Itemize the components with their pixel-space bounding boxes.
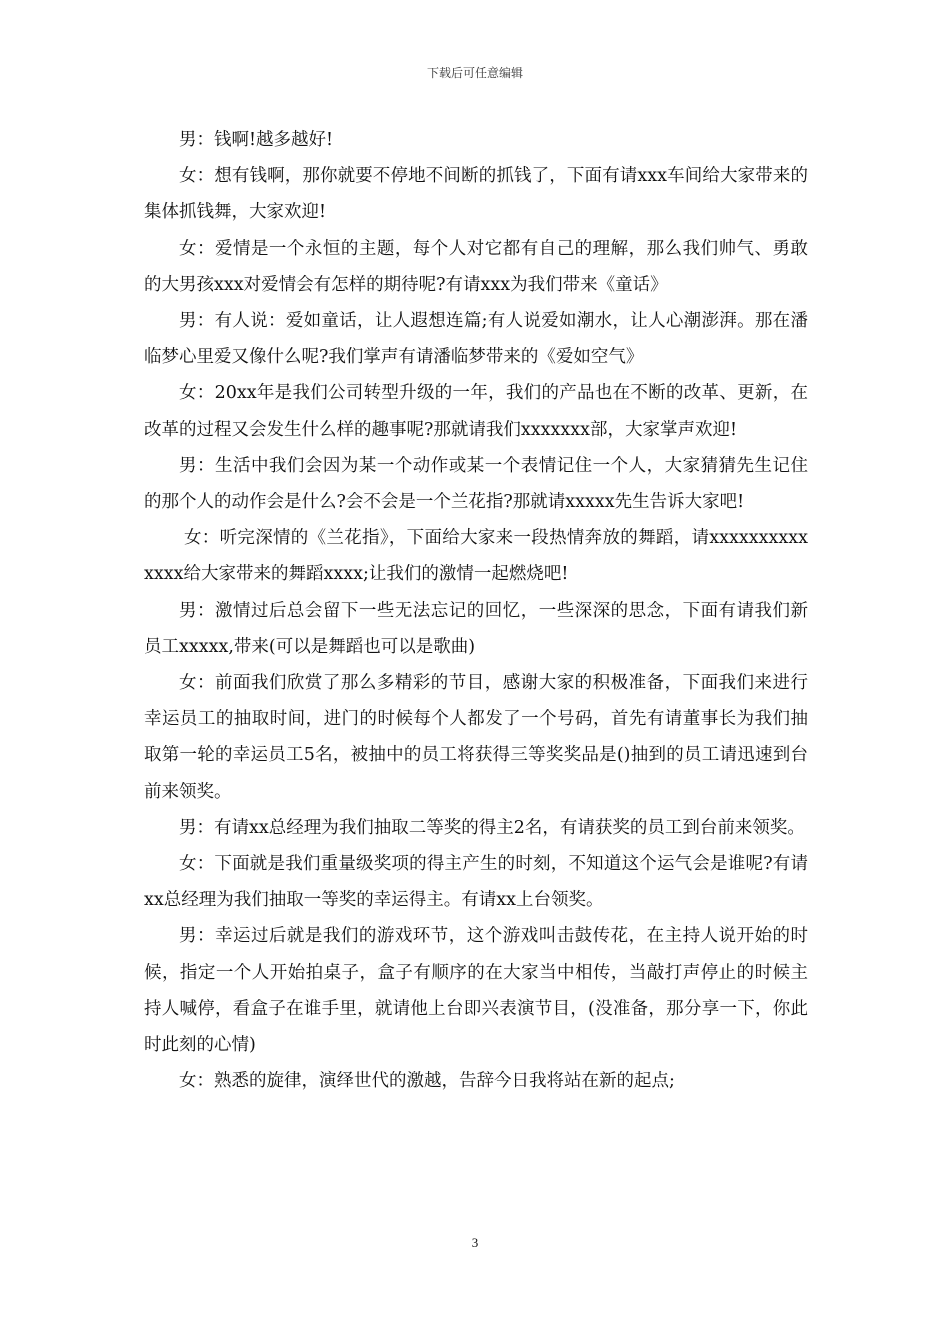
paragraph-7: 女：听完深情的《兰花指》，下面给大家来一段热情奔放的舞蹈，请xxxxxxxxxxxxxx给大家带来的舞蹈xxxx;让我们的激情一起燃烧吧! [144,528,808,585]
paragraph-4: 男：有人说：爱如童话，让人遐想连篇;有人说爱如潮水，让人心潮澎湃。那在潘临梦心里爱又像什么呢?我们掌声有请潘临梦带来的《爱如空气》 [144,311,808,368]
paragraph-13: 女：熟悉的旋律，演绎世代的激越，告辞今日我将站在新的起点; [179,1071,675,1092]
paragraph-2: 女：想有钱啊，那你就要不停地不间断的抓钱了，下面有请xxx车间给大家带来的集体抓钱舞，大家欢迎! [144,166,808,223]
document-body [144,122,808,1099]
paragraph-8: 男：激情过后总会留下一些无法忘记的回忆，一些深深的思念，下面有请我们新员工xxxxx,带来(可以是舞蹈也可以是歌曲) [144,600,808,657]
page-header: 下载后可任意编辑 [426,66,523,80]
paragraph-12: 男：幸运过后就是我们的游戏环节，这个游戏叫击鼓传花，在主持人说开始的时候，指定一个人开始拍桌子，盒子有顺序的在大家当中相传，当敲打声停止的时候主持人喊停，看盒子在谁手里，就请他上台即兴表演节目，(没准备，那分享一下，你此时此刻的心情) [144,926,808,1056]
paragraph-9: 女：前面我们欣赏了那么多精彩的节目，感谢大家的积极准备，下面我们来进行幸运员工的抽取时间，进门的时候每个人都发了一个号码，首先有请董事长为我们抽取第一轮的幸运员工5名，被抽中的员工将获得三等奖奖品是()抽到的员工请迅速到台前来领奖。 [144,673,808,802]
paragraph-10: 男：有请xx总经理为我们抽取二等奖的得主2名，有请获奖的员工到台前来领奖。 [179,817,805,838]
paragraph-3: 女：爱情是一个永恒的主题，每个人对它都有自己的理解，那么我们帅气、勇敢的大男孩xxx对爱情会有怎样的期待呢?有请xxx为我们带来《童话》 [144,238,808,295]
page-number: 3 [471,1235,479,1250]
paragraph-11: 女：下面就是我们重量级奖项的得主产生的时刻，不知道这个运气会是谁呢?有请xx总经理为我们抽取一等奖的幸运得主。有请xx上台领奖。 [144,854,808,911]
paragraph-1: 男：钱啊!越多越好! [179,130,334,150]
paragraph-6: 男：生活中我们会因为某一个动作或某一个表情记住一个人，大家猜猜先生记住的那个人的动作会是什么?会不会是一个兰花指?那就请xxxxx先生告诉大家吧! [144,455,808,513]
paragraph-5: 女：20xx年是我们公司转型升级的一年，我们的产品也在不断的改革、更新，在改革的过程又会发生什么样的趣事呢?那就请我们xxxxxxx部，大家掌声欢迎! [144,383,808,440]
